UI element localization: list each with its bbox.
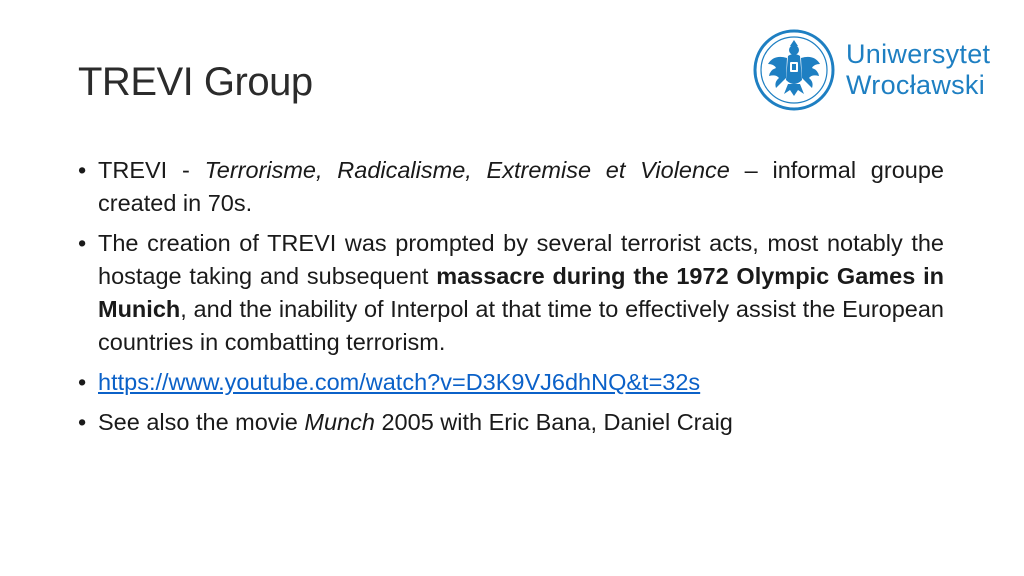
eagle-seal-icon	[752, 28, 836, 112]
bullet-marker: •	[78, 157, 87, 183]
youtube-link[interactable]: https://www.youtube.com/watch?v=D3K9VJ6dhNQ&t=32s	[98, 369, 701, 395]
bullet-text: – informal groupe created in 70s.	[98, 157, 944, 216]
bullet-text: The creation of TREVI was prompted by several terrorist acts, most notably the hostage taking and subsequent	[98, 230, 944, 289]
university-name-line2: Wrocławski	[846, 70, 986, 100]
bullet-list	[78, 154, 944, 446]
bullet-text-bold: massacre during the 1972 Olympic Games in Munich	[98, 263, 944, 322]
slide-title: TREVI Group	[78, 60, 313, 104]
bullet-text: , and the inability of Interpol at that time to effectively assist the European countries in combatting terrorism.	[98, 296, 944, 355]
list-item	[78, 154, 944, 220]
list-item	[78, 366, 944, 399]
bullet-text-italic: Terrorisme, Radicalisme, Extremise et Violence	[204, 157, 730, 183]
university-name-line1: Uniwersytet	[846, 39, 991, 69]
bullet-text: 2005 with Eric Bana, Daniel Craig	[374, 409, 733, 435]
bullet-marker: •	[78, 409, 87, 435]
bullet-text-italic: Munch	[304, 409, 375, 435]
university-name	[846, 39, 990, 101]
bullet-text: See also the movie	[98, 409, 305, 435]
bullet-marker: •	[78, 230, 87, 256]
bullet-text: TREVI -	[98, 157, 205, 183]
list-item	[78, 227, 944, 359]
list-item	[78, 406, 944, 439]
university-logo	[752, 28, 990, 112]
bullet-marker: •	[78, 369, 87, 395]
